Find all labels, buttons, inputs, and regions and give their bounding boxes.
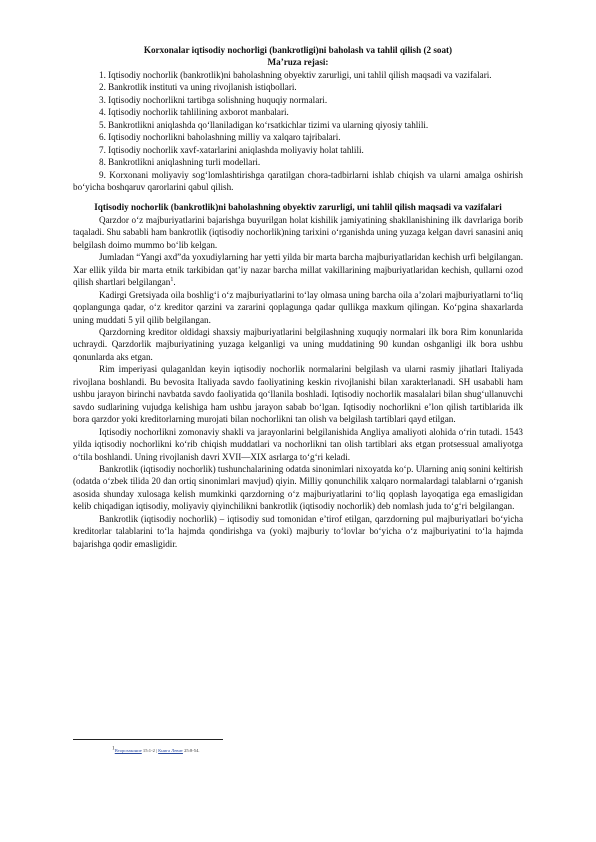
plan-item: 3. Iqtisodiy nochorlikni tartibga solishning huquqiy normalari. xyxy=(99,94,328,105)
document-page xyxy=(73,42,523,550)
body-paragraph: Iqtisodiy nochorlikni zomonaviy shakli va jarayonlarini belgilanishida Angliya amaliyoti alohida o‘rin tutadi. 1543 yilda iqtisodiy nochorlikni ko‘rib chiqish muddatlari va nochorlikni tan olish tartiblari aks etgan protsessual amaliyotga o‘tila boshlandi. Uning rivojlanish davri XVII—XIX asrlarga to‘g‘ri keladi. xyxy=(73,426,523,462)
footnote xyxy=(112,745,200,754)
body-paragraph: Jumladan “Yangi axd”da yoxudiylarning har yetti yilda bir marta barcha majburiyatlaridan kechish urfi belgilangan. Xar ellik yilda bir marta etnik tarkibidan qat’iy nazar barcha millat vakillarining majburiyatlaridan kechish, qullarni ozod qilish shartlari belgilangan$^1$. xyxy=(73,252,523,288)
body-paragraph: Qarzdorning kreditor oldidagi shaxsiy majburiyatlarini belgilashning xuquqiy normalari ilk bora Rim konunlarida uchraydi. Qarzdorlik majburiyatining yuzaga kelganligi va uning muddatining 90 kundan oshganligi ilk bora ushbu qonunlarda aks etgan. xyxy=(73,326,523,362)
plan-list xyxy=(73,69,523,194)
body-paragraph: Kadirgi Gretsiyada oila boshlig‘i o‘z majburiyatlarini to‘lay olmasa uning barcha oila a’zolari majburiyatlarni to‘liq qoplangunga qadar, o‘z kreditor qarzini va zararini qoplagunga qadar qullikga maxkum qilingan. Ko‘pgina shaxarlarda uning muddati 5 yil qilib belgilangan. xyxy=(73,289,523,325)
plan-item: 1. Iqtisodiy nochorlik (bankrotlik)ni baholashning obyektiv zarurligi, uni tahlil qilish maqsadi va vazifalari. xyxy=(99,69,492,80)
body-paragraph: Rim imperiyasi qulaganldan keyin iqtisodiy nochorlik normalarini belgilash va ularni rasmiy jihatlari Italiyada rivojlana boshlandi. Bu bevosita Italiyada savdo faoliyatining keskin rivojlanishi bilan xarakterlanadi. SH usababli ham ushbu jarayon birinchi navbatda savdo faoliyatida qo‘llanila boshladi. Iqtisodiy nochorlik masalalari bilan shug‘ullanuvchi savdo sudlarining vujudga kelishiga ham ushbu jarayon sabab bo‘lgan. Iqtisodiy nochorlikni e’lon qilish tartiblarida ilk bora qarzdor yoki kreditorlarning murojati bilan nochorlikni tan olish va belgilash tartiblari qayd etilgan. xyxy=(73,364,523,425)
footnote-mark: 1 xyxy=(112,745,115,752)
plan-item: 7. Iqtisodiy nochorlik xavf-xatarlarini aniqlashda moliyaviy holat tahlili. xyxy=(99,144,364,155)
plan-item: 6. Iqtisodiy nochorlikni baholashning milliy va xalqaro tajribalari. xyxy=(99,132,341,143)
body-paragraph: Bankrotlik (iqtisodiy nochorlik) – iqtisodiy sud tomonidan e’tirof etilgan, qarzdorning pul majburiyatlari bo‘yicha kreditorlar talablarini to‘la hajmda qondirishga va (yoki) majburiy to‘lovlar bo‘yicha o‘z majburiyatini to‘la hajmda bajarishga qodir emasligidir. xyxy=(73,513,523,549)
footnote-text: 25:8-54. xyxy=(182,748,200,753)
plan-item: 9. Korxonani moliyaviy sog‘lomlashtirishga qaratilgan chora-tadbirlarni ishlab chiqish va ularni amalga oshirish bo‘yicha boshqaruv qarorlarini qabul qilish. xyxy=(73,169,523,192)
footnote-reference[interactable]: 1 xyxy=(170,277,174,284)
footnote-link[interactable]: Второзаконие xyxy=(114,748,142,753)
body-paragraph: Qarzdor o‘z majburiyatlarini bajarishga buyurilgan holat kishilik jamiyatining shakllanishining ilk davrlariga borib taqaladi. Shu sababli ham bankrotlik (iqtisodiy nochorlik)ning tarixini o‘rganishda uning yuzaga kelgan davri sanasini aniq belgilash doimo mummo bo‘lib kelgan. xyxy=(73,214,523,250)
plan-item: 5. Bankrotlikni aniqlashda qo‘llaniladigan ko‘rsatkichlar tizimi va ularning qiyosiy tahlili. xyxy=(99,119,429,130)
lecture-title: Korxonalar iqtisodiy nochorligi (bankrotligi)ni baholash va tahlil qilish (2 soat) xyxy=(143,45,453,55)
footnote-link[interactable]: Книга Левит xyxy=(158,748,183,753)
section-heading: Iqtisodiy nochorlik (bankrotlik)ni baholashning obyektiv zarurligi, uni tahlil qilish maqsadi va vazifalari xyxy=(94,202,502,213)
footnote-text: 15:1-2 | xyxy=(141,748,159,753)
plan-item: 8. Bankrotlikni aniqlashning turli modellari. xyxy=(99,157,261,168)
body-paragraph: Bankrotlik (iqtisodiy nochorlik) tushunchalarining odatda sinonimlari nixoyatda ko‘p. Ularning aniq sonini keltirish (odatda o‘zbek tilida 20 dan ortiq sinonimlari mavjud) qiyin. Milliy qonunchilik xalqaro normalardagi talablarni o‘rganish asosida shunday xulosaga kelish mumkinki qarzdorning o‘z majburiyatlarini to‘liq qoplash layoqatiga ega emasligidan kelib chiqadigan iqtisodiy, moliyaviy qiyinchilikni bankrotlik (iqtisodiy nochorlik) deb nomlash juda to‘g‘ri belgilangan. xyxy=(73,463,523,512)
paragraph-text: Jumladan “Yangi axd”da yoxudiylarning har yetti yilda bir marta barcha majburiyatlaridan kechish urfi belgilangan. Xar ellik yilda bir marta etnik tarkibidan qat’iy nazar barcha millat vakillarining majburiyatlaridan kechish, qullarni ozod qilish shartlari belgilangan xyxy=(73,252,523,288)
plan-item: 2. Bankrotlik instituti va uning rivojlanish istiqbollari. xyxy=(99,82,297,93)
plan-item: 4. Iqtisodiy nochorlik tahlilining axborot manbalari. xyxy=(99,107,289,118)
footnote-separator xyxy=(73,739,223,740)
plan-title: Ma’ruza rejasi: xyxy=(267,57,329,68)
